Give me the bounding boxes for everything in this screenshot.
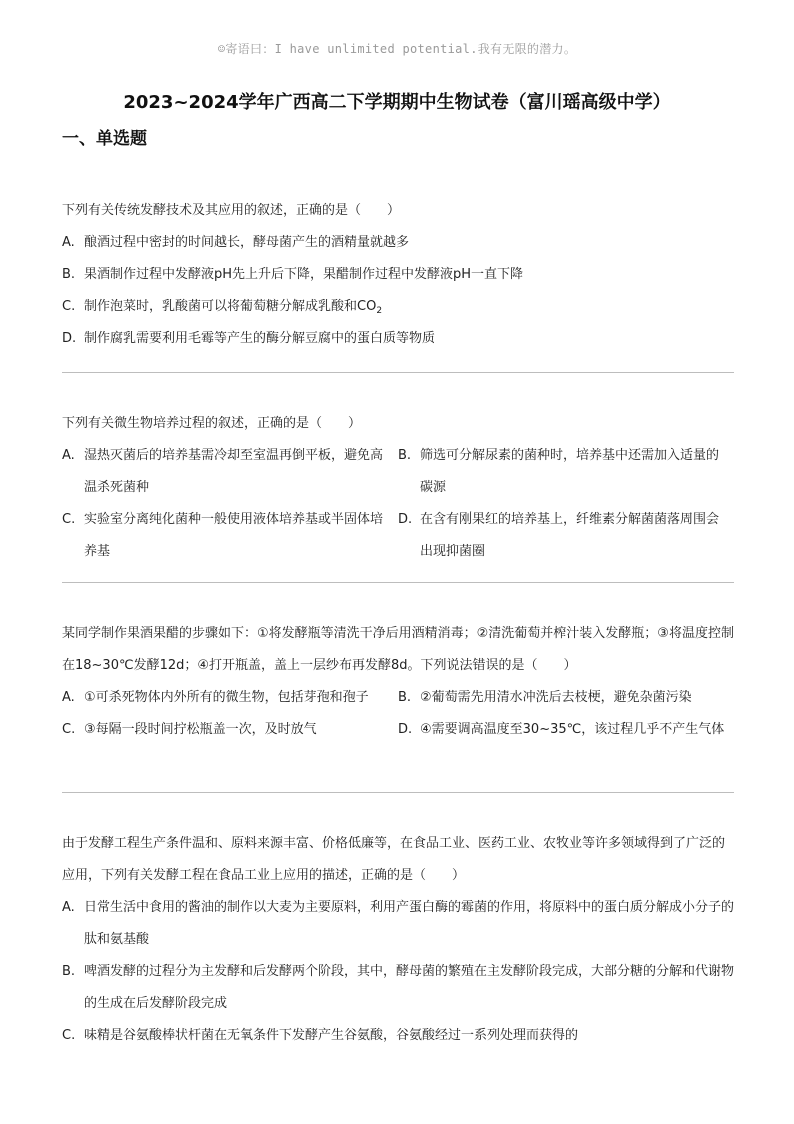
question-divider — [62, 792, 734, 793]
option-a[interactable] — [62, 440, 398, 504]
option-label: D. — [62, 331, 77, 346]
question-stem: 由于发酵工程生产条件温和、原料来源丰富、价格低廉等，在食品工业、医药工业、农牧业等许多领域得到了广泛的应用，下列有关发酵工程在食品工业上应用的描述，正确的是（ ） — [62, 836, 726, 883]
option-b[interactable] — [62, 259, 734, 291]
motto-header: ☺寄语曰：I have unlimited potential.我有无限的潜力。 — [217, 42, 577, 56]
question-stem: 下列有关传统发酵技术及其应用的叙述，正确的是（ ） — [62, 203, 401, 218]
exam-title: 2023~2024学年广西高二下学期期中生物试卷（富川瑶高级中学） — [123, 92, 671, 113]
option-b[interactable] — [398, 440, 734, 504]
section-heading: 一、单选题 — [62, 129, 147, 149]
option-label: A. — [62, 448, 75, 463]
option-b[interactable] — [398, 682, 734, 714]
option-c[interactable] — [62, 714, 398, 746]
option-label: B. — [62, 267, 76, 282]
option-c[interactable] — [62, 504, 398, 568]
option-label: D. — [398, 512, 413, 527]
option-label: A. — [62, 235, 75, 250]
option-text: 实验室分离纯化菌种一般使用液体培养基或半固体培养基 — [84, 512, 384, 559]
option-text: 酿酒过程中密封的时间越长，酵母菌产生的酒精量就越多 — [84, 235, 410, 250]
option-b[interactable] — [62, 956, 734, 1020]
option-text: 筛选可分解尿素的菌种时，培养基中还需加入适量的碳源 — [420, 448, 720, 495]
option-text: 果酒制作过程中发酵液pH先上升后下降，果醋制作过程中发酵液pH一直下降 — [84, 267, 524, 282]
question-4 — [62, 828, 734, 1052]
option-text: 在含有刚果红的培养基上，纤维素分解菌菌落周围会出现抑菌圈 — [420, 512, 720, 559]
question-2 — [62, 408, 734, 568]
question-1 — [62, 195, 734, 355]
option-text: 制作泡菜时，乳酸菌可以将葡萄糖分解成乳酸和CO — [84, 299, 377, 314]
option-text: 味精是谷氨酸棒状杆菌在无氧条件下发酵产生谷氨酸，谷氨酸经过一系列处理而获得的 — [84, 1028, 579, 1043]
option-text: 啤酒发酵的过程分为主发酵和后发酵两个阶段，其中，酵母菌的繁殖在主发酵阶段完成，大部分糖的分解和代谢物的生成在后发酵阶段完成 — [84, 964, 735, 1011]
option-a[interactable] — [62, 892, 734, 956]
question-divider — [62, 372, 734, 373]
option-a[interactable] — [62, 682, 398, 714]
option-label: C. — [62, 722, 76, 737]
option-d[interactable] — [398, 714, 734, 746]
option-label: C. — [62, 512, 76, 527]
option-text: 日常生活中食用的酱油的制作以大麦为主要原料，利用产蛋白酶的霉菌的作用，将原料中的蛋白质分解成小分子的肽和氨基酸 — [84, 900, 735, 947]
question-3 — [62, 618, 734, 746]
option-d[interactable] — [398, 504, 734, 568]
option-text: ②葡萄需先用清水冲洗后去枝梗，避免杂菌污染 — [420, 690, 692, 705]
option-label: A. — [62, 690, 75, 705]
option-label: B. — [398, 448, 412, 463]
question-stem: 某同学制作果酒果醋的步骤如下：①将发酵瓶等清洗干净后用酒精消毒；②清洗葡萄并榨汁装入发酵瓶；③将温度控制在18~30℃发酵12d；④打开瓶盖，盖上一层纱布再发酵8d。下列说法错误的是（ ） — [62, 626, 734, 673]
option-label: D. — [398, 722, 413, 737]
option-label: C. — [62, 299, 76, 314]
option-text: 湿热灭菌后的培养基需冷却至室温再倒平板，避免高温杀死菌种 — [84, 448, 384, 495]
option-label: A. — [62, 900, 75, 915]
option-c[interactable] — [62, 291, 734, 323]
option-text: ①可杀死物体内外所有的微生物，包括芽孢和孢子 — [84, 690, 369, 705]
option-label: B. — [62, 964, 76, 979]
question-divider — [62, 582, 734, 583]
subscript: 2 — [376, 306, 383, 316]
option-text: ③每隔一段时间拧松瓶盖一次，及时放气 — [84, 722, 317, 737]
option-label: C. — [62, 1028, 76, 1043]
question-stem: 下列有关微生物培养过程的叙述，正确的是（ ） — [62, 416, 362, 431]
option-c[interactable] — [62, 1020, 734, 1052]
option-d[interactable] — [62, 323, 734, 355]
option-a[interactable] — [62, 227, 734, 259]
option-text: ④需要调高温度至30~35℃，该过程几乎不产生气体 — [420, 722, 725, 737]
option-text: 制作腐乳需要利用毛霉等产生的酶分解豆腐中的蛋白质等物质 — [84, 331, 436, 346]
option-label: B. — [398, 690, 412, 705]
